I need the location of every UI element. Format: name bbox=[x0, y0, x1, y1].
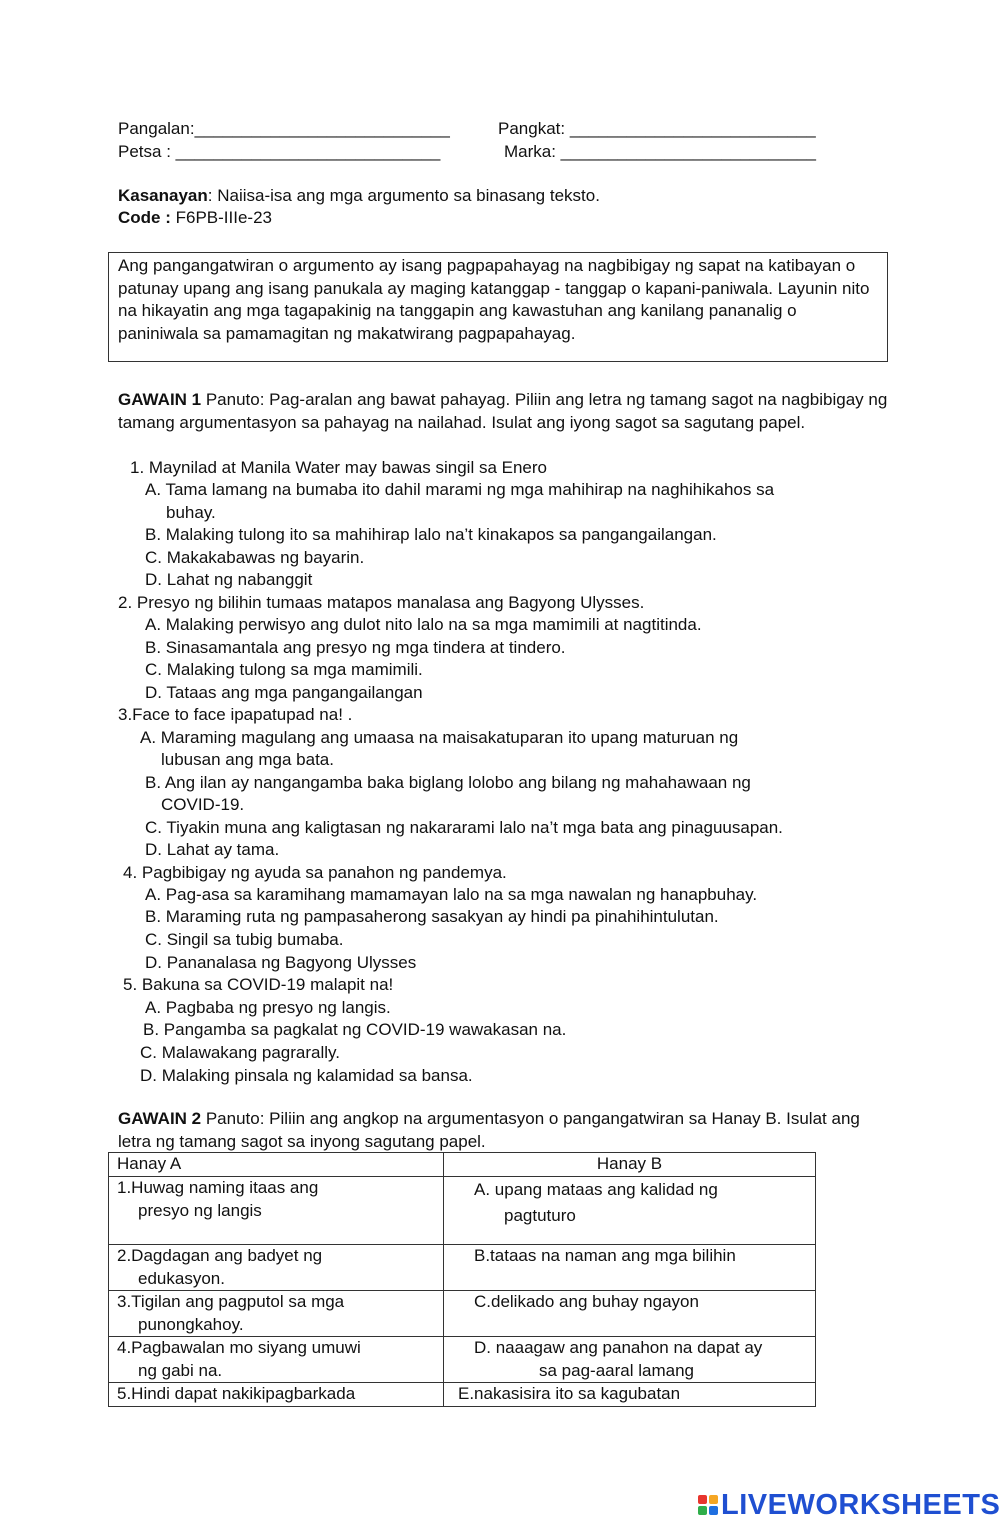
logo-text: LIVEWORKSHEETS bbox=[721, 1489, 1000, 1521]
hanay-b-cell bbox=[444, 1177, 816, 1245]
table-row bbox=[109, 1337, 816, 1383]
choice-3b-cont: COVID-19. bbox=[161, 795, 245, 814]
choice-3b: B. Ang ilan ay nangangamba baka biglang lolobo ang bilang ng mahahawaan ng bbox=[145, 773, 751, 792]
choice-4b: B. Maraming ruta ng pampasaherong sasakyan ay hindi pa pinahihintulutan. bbox=[145, 907, 719, 926]
choice-5c: C. Malawakang pagrarally. bbox=[140, 1043, 340, 1062]
hanay-a-cell bbox=[109, 1291, 444, 1337]
choice-2d: D. Tataas ang mga pangangailangan bbox=[145, 683, 423, 702]
table-row bbox=[109, 1245, 816, 1291]
hanay-b-text: E.nakasisira ito sa kagubatan bbox=[458, 1384, 681, 1403]
hanay-b-cell bbox=[444, 1291, 816, 1337]
code-line bbox=[118, 207, 272, 230]
gawain1-instructions bbox=[118, 389, 888, 434]
skill-label: Kasanayan bbox=[118, 186, 208, 205]
table-row bbox=[109, 1383, 816, 1407]
hanay-b-text: C.delikado ang buhay ngayon bbox=[474, 1292, 699, 1311]
hanay-a-text: 3.Tigilan ang pagputol sa mga bbox=[117, 1292, 345, 1311]
choice-1a: A. Tama lamang na bumaba ito dahil marami ng mga mahihirap na naghihikahos sa bbox=[145, 480, 775, 499]
date-field-label: Petsa : ____________________________ bbox=[118, 142, 441, 161]
hanay-b-header: Hanay B bbox=[444, 1153, 816, 1177]
hanay-a-text-cont: ng gabi na. bbox=[138, 1360, 223, 1380]
choice-1a-cont: buhay. bbox=[166, 503, 216, 522]
table-header-row bbox=[109, 1153, 816, 1177]
hanay-b-text: A. upang mataas ang kalidad ng bbox=[474, 1180, 718, 1199]
table-row bbox=[109, 1177, 816, 1245]
hanay-b-text-cont: pagtuturo bbox=[504, 1205, 576, 1225]
question-4: 4. Pagbibigay ng ayuda sa panahon ng pandemya. bbox=[123, 863, 507, 882]
gawain1-text: Panuto: Pag-aralan ang bawat pahayag. Piliin ang letra ng tamang sagot na nagbibigay ng tamang argumentasyon sa pahayag na nailahad. Isulat ang iyong sagot sa sagutang papel. bbox=[118, 390, 888, 432]
hanay-b-text: B.tataas na naman ang mga bilihin bbox=[474, 1246, 736, 1265]
choice-1d: D. Lahat ng nabanggit bbox=[145, 570, 313, 589]
liveworksheets-logo[interactable] bbox=[698, 1488, 1000, 1522]
choice-1b: B. Malaking tulong ito sa mahihirap lalo na’t kinakapos sa pangangailangan. bbox=[145, 525, 717, 544]
gawain2-instructions bbox=[118, 1108, 878, 1153]
hanay-a-text: 4.Pagbawalan mo siyang umuwi bbox=[117, 1338, 361, 1357]
gawain2-title: GAWAIN 2 bbox=[118, 1109, 202, 1128]
question-5: 5. Bakuna sa COVID-19 malapit na! bbox=[123, 975, 394, 994]
choice-2a: A. Malaking perwisyo ang dulot nito lalo na sa mga mamimili at nagtitinda. bbox=[145, 615, 702, 634]
choice-4a: A. Pag-asa sa karamihang mamamayan lalo na sa mga nawalan ng hanapbuhay. bbox=[145, 885, 758, 904]
choice-3a: A. Maraming magulang ang umaasa na maisakatuparan ito upang maturuan ng bbox=[140, 728, 739, 747]
definition-text: Ang pangangatwiran o argumento ay isang pagpapahayag na nagbibigay ng sapat na katibayan o patunay upang ang isang panukala ay maging katanggap - tanggap o kapani-paniwala. Layunin nito na hikayatin ang mga tagapakinig na tanggapin ang kawastuhan ang kanilang pananalig o paniniwala sa pamamagitan ng makatwirang pagpapahayag. bbox=[118, 256, 870, 343]
hanay-b-text: D. naaagaw ang panahon na dapat ay bbox=[474, 1338, 763, 1357]
choice-5b: B. Pangamba sa pagkalat ng COVID-19 wawakasan na. bbox=[143, 1020, 567, 1039]
question-3: 3.Face to face ipapatupad na! . bbox=[118, 705, 353, 724]
choice-5d: D. Malaking pinsala ng kalamidad sa bansa. bbox=[140, 1066, 473, 1085]
choice-2b: B. Sinasamantala ang presyo ng mga tindera at tindero. bbox=[145, 638, 566, 657]
hanay-a-header: Hanay A bbox=[109, 1153, 444, 1177]
hanay-a-cell bbox=[109, 1383, 444, 1407]
choice-4c: C. Singil sa tubig bumaba. bbox=[145, 930, 344, 949]
definition-box bbox=[108, 252, 888, 362]
hanay-a-text: 5.Hindi dapat nakikipagbarkada bbox=[117, 1384, 356, 1403]
code-value: F6PB-IIIe-23 bbox=[170, 208, 272, 227]
hanay-a-text-cont: edukasyon. bbox=[138, 1268, 225, 1288]
gawain2-text: Panuto: Piliin ang angkop na argumentasyon o pangangatwiran sa Hanay B. Isulat ang letra ng tamang sagot sa inyong sagutang papel. bbox=[118, 1109, 860, 1151]
hanay-a-text-cont: punongkahoy. bbox=[138, 1314, 244, 1334]
section-field-label: Pangkat: __________________________ bbox=[498, 119, 816, 138]
choice-3d: D. Lahat ay tama. bbox=[145, 840, 280, 859]
skill-text: : Naiisa-isa ang mga argumento sa binasang teksto. bbox=[207, 186, 600, 205]
question-1: 1. Maynilad at Manila Water may bawas singil sa Enero bbox=[130, 458, 547, 477]
skill-line bbox=[118, 185, 600, 208]
logo-mark-icon bbox=[698, 1495, 718, 1515]
hanay-a-cell bbox=[109, 1337, 444, 1383]
hanay-b-cell bbox=[444, 1245, 816, 1291]
matching-table bbox=[108, 1152, 816, 1407]
gawain1-title: GAWAIN 1 bbox=[118, 390, 202, 409]
hanay-b-text-cont: sa pag-aaral lamang bbox=[539, 1360, 694, 1380]
table-row bbox=[109, 1291, 816, 1337]
choice-3c: C. Tiyakin muna ang kaligtasan ng nakararami lalo na’t mga bata ang pinaguusapan. bbox=[145, 818, 783, 837]
choice-1c: C. Makakabawas ng bayarin. bbox=[145, 548, 365, 567]
choice-5a: A. Pagbaba ng presyo ng langis. bbox=[145, 998, 391, 1017]
hanay-b-cell bbox=[444, 1337, 816, 1383]
hanay-a-cell bbox=[109, 1177, 444, 1245]
choice-4d: D. Pananalasa ng Bagyong Ulysses bbox=[145, 953, 417, 972]
hanay-a-text: 1.Huwag naming itaas ang bbox=[117, 1178, 319, 1197]
hanay-a-cell bbox=[109, 1245, 444, 1291]
grade-field-label: Marka: ___________________________ bbox=[504, 142, 816, 161]
hanay-b-cell bbox=[444, 1383, 816, 1407]
choice-3a-cont: lubusan ang mga bata. bbox=[161, 750, 334, 769]
hanay-a-text-cont: presyo ng langis bbox=[138, 1200, 262, 1220]
hanay-a-text: 2.Dagdagan ang badyet ng bbox=[117, 1246, 323, 1265]
code-label: Code : bbox=[118, 208, 171, 227]
choice-2c: C. Malaking tulong sa mga mamimili. bbox=[145, 660, 423, 679]
name-field-label: Pangalan:___________________________ bbox=[118, 119, 450, 138]
question-2: 2. Presyo ng bilihin tumaas matapos manalasa ang Bagyong Ulysses. bbox=[118, 593, 645, 612]
